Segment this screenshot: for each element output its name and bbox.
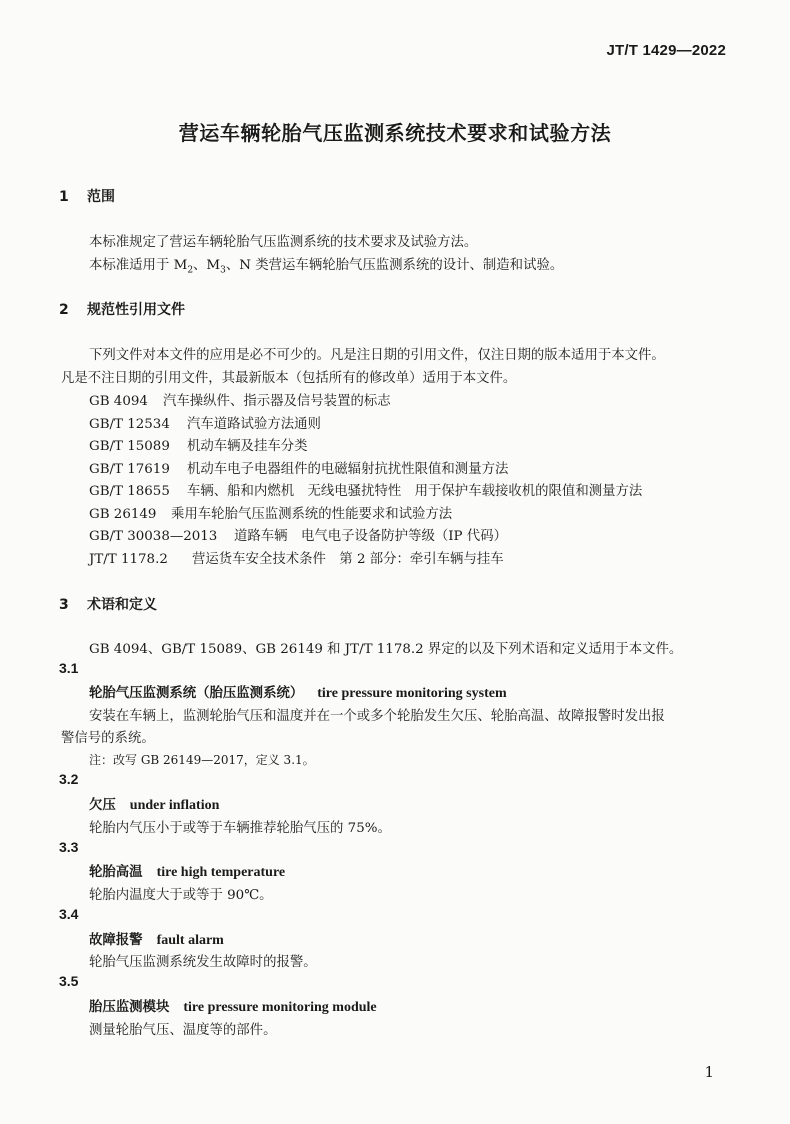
term-note: 注：改写 GB 26149—2017，定义 3.1。 bbox=[89, 753, 315, 767]
reference-code: GB 4094 bbox=[89, 394, 148, 409]
term-english: tire pressure monitoring system bbox=[317, 686, 507, 701]
reference-item bbox=[89, 390, 391, 409]
reference-item bbox=[89, 525, 507, 544]
term-entry bbox=[89, 861, 285, 881]
term-chinese: 轮胎气压监测系统（胎压监测系统） bbox=[89, 686, 304, 701]
section-title: 术语和定义 bbox=[87, 597, 157, 613]
subscript: 2 bbox=[187, 265, 194, 276]
reference-code: GB 26149 bbox=[89, 507, 157, 522]
term-definition: 轮胎内温度大于或等于 90℃。 bbox=[89, 888, 273, 903]
term-english: under inflation bbox=[129, 798, 220, 813]
reference-item bbox=[89, 413, 321, 432]
term-number: 3.5 bbox=[59, 973, 79, 989]
reference-code: JT/T 1178.2 bbox=[89, 552, 168, 567]
reference-item bbox=[89, 503, 452, 522]
section-number: 1 bbox=[59, 189, 69, 205]
reference-title: 车辆、船和内燃机 无线电骚扰特性 用于保护车载接收机的限值和测量方法 bbox=[187, 484, 643, 499]
term-entry bbox=[89, 929, 224, 949]
reference-title: 汽车道路试验方法通则 bbox=[187, 417, 321, 432]
reference-item bbox=[89, 548, 504, 567]
reference-code: GB/T 12534 bbox=[89, 417, 170, 432]
reference-code: GB/T 17619 bbox=[89, 462, 170, 477]
term-definition-continued: 警信号的系统。 bbox=[61, 731, 155, 746]
term-english: fault alarm bbox=[156, 933, 224, 948]
scope-paragraph-2 bbox=[89, 254, 563, 276]
reference-code: GB/T 15089 bbox=[89, 439, 170, 454]
references-intro-line-2: 凡是不注日期的引用文件，其最新版本（包括所有的修改单）适用于本文件。 bbox=[61, 371, 517, 386]
page-number: 1 bbox=[704, 1063, 714, 1081]
scope-text: 本标准适用于 M bbox=[89, 258, 188, 273]
term-chinese: 轮胎高温 bbox=[89, 865, 143, 880]
scope-text: 、N 类营运车辆轮胎气压监测系统的设计、制造和试验。 bbox=[225, 258, 564, 273]
section-title: 规范性引用文件 bbox=[87, 302, 185, 318]
section-2-heading bbox=[59, 299, 185, 319]
section-1-heading bbox=[59, 186, 115, 206]
term-definition: 轮胎气压监测系统发生故障时的报警。 bbox=[89, 955, 317, 970]
reference-item bbox=[89, 458, 508, 477]
reference-code: GB/T 30038—2013 bbox=[89, 529, 218, 544]
standard-code: JT/T 1429—2022 bbox=[606, 42, 726, 59]
term-entry bbox=[89, 996, 377, 1016]
reference-title: 道路车辆 电气电子设备防护等级（IP 代码） bbox=[234, 529, 507, 544]
term-number: 3.4 bbox=[59, 906, 79, 922]
subscript: 3 bbox=[220, 265, 226, 276]
reference-title: 营运货车安全技术条件 第 2 部分：牵引车辆与挂车 bbox=[192, 552, 504, 567]
term-number: 3.2 bbox=[59, 771, 79, 787]
section-3-heading bbox=[59, 594, 157, 614]
term-english: tire high temperature bbox=[156, 865, 286, 880]
term-entry bbox=[89, 682, 507, 702]
section-title: 范围 bbox=[87, 189, 115, 205]
term-definition: 安装在车辆上，监测轮胎气压和温度并在一个或多个轮胎发生欠压、轮胎高温、故障报警时发出报 bbox=[89, 709, 665, 724]
references-intro-line-1: 下列文件对本文件的应用是必不可少的。凡是注日期的引用文件，仅注日期的版本适用于本文件。 bbox=[89, 348, 665, 363]
reference-title: 汽车操纵件、指示器及信号装置的标志 bbox=[163, 394, 391, 409]
term-english: tire pressure monitoring module bbox=[183, 1000, 377, 1015]
scope-text: 、M bbox=[193, 258, 221, 273]
term-number: 3.1 bbox=[59, 660, 79, 676]
term-definition: 轮胎内气压小于或等于车辆推荐轮胎气压的 75%。 bbox=[89, 821, 391, 836]
reference-title: 乘用车轮胎气压监测系统的性能要求和试验方法 bbox=[171, 507, 453, 522]
term-number: 3.3 bbox=[59, 839, 79, 855]
reference-item bbox=[89, 435, 308, 454]
term-chinese: 胎压监测模块 bbox=[89, 1000, 170, 1015]
document-title: 营运车辆轮胎气压监测系统技术要求和试验方法 bbox=[178, 121, 612, 145]
term-entry bbox=[89, 794, 219, 814]
term-chinese: 欠压 bbox=[89, 798, 116, 813]
section-number: 2 bbox=[59, 302, 69, 318]
scope-paragraph-1: 本标准规定了营运车辆轮胎气压监测系统的技术要求及试验方法。 bbox=[89, 235, 478, 250]
reference-item bbox=[89, 480, 642, 499]
terms-intro: GB 4094、GB/T 15089、GB 26149 和 JT/T 1178.2 界定的以及下列术语和定义适用于本文件。 bbox=[89, 642, 683, 657]
reference-title: 机动车电子电器组件的电磁辐射抗扰性限值和测量方法 bbox=[187, 462, 509, 477]
reference-title: 机动车辆及挂车分类 bbox=[187, 439, 308, 454]
term-definition: 测量轮胎气压、温度等的部件。 bbox=[89, 1023, 277, 1038]
term-chinese: 故障报警 bbox=[89, 933, 143, 948]
section-number: 3 bbox=[59, 597, 69, 613]
reference-code: GB/T 18655 bbox=[89, 484, 170, 499]
